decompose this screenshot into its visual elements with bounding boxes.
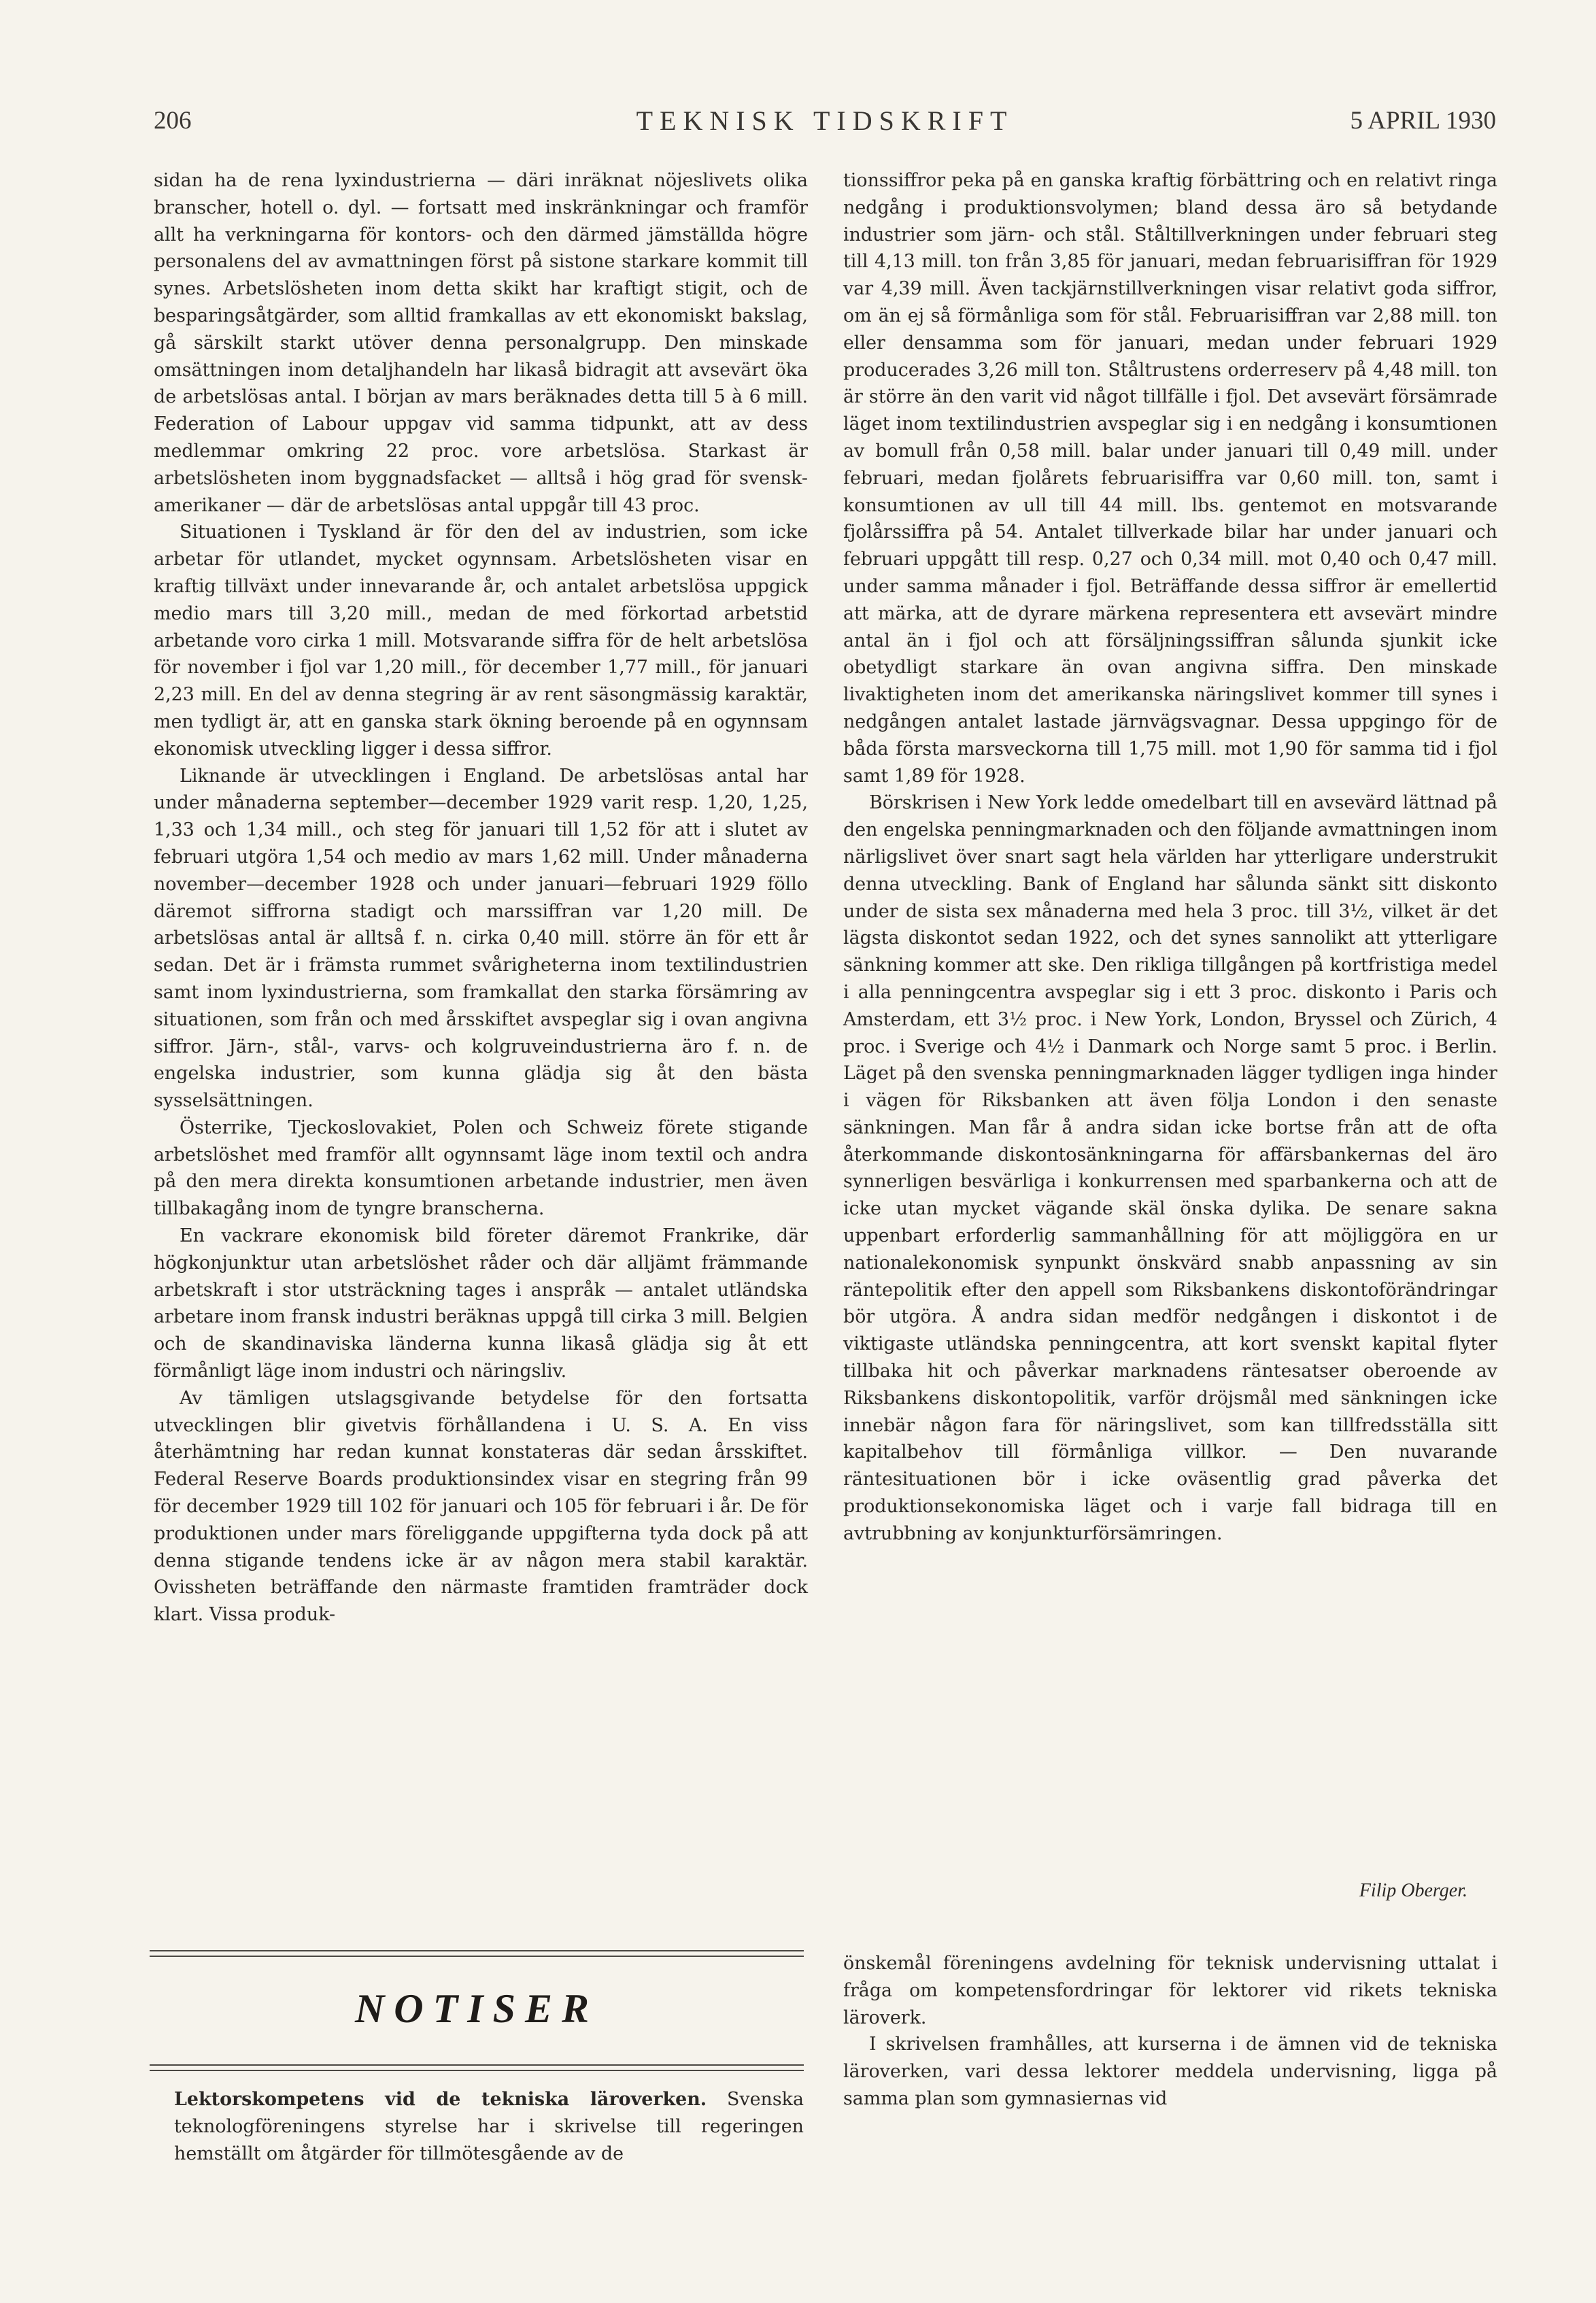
page-number: 206 bbox=[154, 107, 192, 135]
section-title: NOTISER bbox=[354, 1986, 599, 2031]
author-signature: Filip Oberger. bbox=[1359, 1880, 1467, 1901]
divider bbox=[150, 1956, 804, 1957]
article-heading: Lektorskompetens vid de tekniska läroverken. bbox=[174, 2089, 707, 2110]
divider bbox=[150, 2070, 804, 2071]
article-text: Svenska teknologföreningens styrelse har i skrivelse till regeringen hemställt om åtgärder för tillmötesgående av de bbox=[174, 2089, 804, 2164]
right-column bbox=[843, 167, 1497, 1548]
paragraph: önskemål föreningens avdelning för teknisk undervisning uttalat i fråga om kompetensfordringar för lektorer vid rikets tekniska läroverk. bbox=[843, 1953, 1497, 2028]
paragraph: Börskrisen i New York ledde omedelbart till en avsevärd lättnad på den engelska penningmarknaden och den följande avmattningen inom närligslivet över snart sagt hela världen har ytterligare understrukit denna utveckling. Bank of England har sålunda sänkt sitt diskonto under de sista sex månaderna med hela 3 proc. till 3½, vilket är det lägsta diskontot sedan 1922, och det synes sannolikt att ytterligare sänkning kommer att ske. Den rikliga tillgången på kortfristiga medel i alla penningcentra avspeglar sig i ett 3 proc. diskonto i Paris och Amsterdam, ett 3½ proc. i New York, London, Bryssel och Zürich, 4 proc. i Sverige och 4½ i Danmark och Norge samt 5 proc. i Berlin. Läget på den svenska penningmarknaden lägger tydligen inga hinder i vägen för Riksbanken att även följa London i den senaste sänkningen. Man får å andra sidan icke bortse från att de ofta återkommande diskontosänkningarna för affärsbankernas del äro synnerligen besvärliga i konkurrensen med sparbankerna och att de icke utan mycket vägande skäl önska dylika. De senare sakna uppenbart erforderlig sammanhållning för att möjliggöra en ur nationalekonomisk synpunkt önskvärd snabb anpassning av sin räntepolitik efter den appell som Riksbankens diskontoförändringar bör utgöra. Å andra sidan medför nedgången i diskontot i de viktigaste utländska penningcentra, att kort svenskt kapital flyter tillbaka hit och påverkar marknadens räntesatser oberoende av Riksbankens diskontopolitik, varför dröjsmål med sänkningen icke innebär någon fara för näringslivet, som kan tillfredsställa sitt kapitalbehov till förmånliga villkor. — Den nuvarande räntesituationen bör i icke oväsentlig grad påverka det produktionsekonomiska läget och i varje fall bidraga till en avtrubbning av konjunkturförsämringen. bbox=[843, 792, 1497, 1544]
divider bbox=[150, 2064, 804, 2066]
paragraph: En vackrare ekonomisk bild företer däremot Frankrike, där högkonjunktur utan arbetslöshet råder och där alljämt främmande arbetskraft i stor utsträckning tages i anspråk — antalet utländska arbetare inom fransk industri beräknas uppgå till cirka 3 mill. Belgien och de skandinaviska länderna kunna likaså glädja sig åt ett förmånligt läge inom industri och näringsliv. bbox=[154, 1225, 808, 1382]
paragraph: Liknande är utvecklingen i England. De arbetslösas antal har under månaderna september—december 1929 varit resp. 1,20, 1,25, 1,33 och 1,34 mill., och steg för januari till 1,52 för att i slutet av februari utgöra 1,54 och medio av mars 1,62 mill. Under månaderna november—december 1928 och under januari—februari 1929 föllo däremot siffrorna stadigt och marssiffran var 1,20 mill. De arbetslösas antal är alltså f. n. cirka 0,40 mill. större än för ett år sedan. Det är i främsta rummet svårigheterna inom textilindustrien samt inom lyxindustrierna, som framkallat den starka försämring av situationen, som från och med årsskiftet avspeglar sig i ovan angivna siffror. Järn-, stål-, varvs- och kolgruveindustrierna äro f. n. de engelska industrier, som kunna glädja sig åt den bästa sysselsättningen. bbox=[154, 765, 808, 1112]
page-header bbox=[154, 102, 1496, 143]
paragraph: Av tämligen utslagsgivande betydelse för den fortsatta utvecklingen blir givetvis förhållandena i U. S. A. En viss återhämtning har redan kunnat konstateras där sedan årsskiftet. Federal Reserve Boards produktionsindex visar en stegring från 99 för december 1929 till 102 för januari och 105 för februari i år. De för produktionen under mars föreliggande uppgifterna tyda dock på att denna stigande tendens icke är av någon mera stabil karaktär. Ovissheten beträffande den närmaste framtiden framträder dock klart. Vissa produk- bbox=[154, 1387, 808, 1626]
paragraph: sidan ha de rena lyxindustrierna — däri inräknat nöjeslivets olika branscher, hotell o. dyl. — fortsatt med inskränkningar och framför allt ha verkningarna för kontors- och den därmed jämställda högre personalens del av avmattningen först på sistone starkare kommit till synes. Arbetslösheten inom detta skikt har kraftigt stigit, och de besparingsåtgärder, som alltid framkallas av ett ekonomiskt bakslag, gå särskilt starkt utöver denna personalgrupp. Den minskade omsättningen inom detaljhandeln har likaså bidragit att avsevärt öka de arbetslösas antal. I början av mars beräknades detta till 5 à 6 mill. Federation of Labour uppgav vid samma tidpunkt, att av dess medlemmar omkring 22 proc. vore arbetslösa. Starkast är arbetslösheten inom byggnadsfacket — alltså i hög grad för svensk-amerikaner — där de arbetslösas antal uppgår till 43 proc. bbox=[154, 170, 808, 516]
paragraph: tionssiffror peka på en ganska kraftig förbättring och en relativt ringa nedgång i produktionsvolymen; bland dessa äro så betydande industrier som järn- och stål. Ståltillverkningen under februari steg till 4,13 mill. ton från 3,85 för januari, medan februarisiffran för 1929 var 4,39 mill. Även tackjärnstillverkningen visar relativt goda siffror, om än ej så förmånliga som för stål. Februarisiffran var 2,88 mill. ton eller densamma som för januari, medan under februari 1929 producerades 3,26 mill ton. Ståltrustens orderreserv på 4,48 mill. ton är större än den varit vid något tillfälle i fjol. Det avsevärt försämrade läget inom textilindustrien avspeglar sig i en nedgång i konsumtionen av bomull från 0,58 mill. balar under januari till 0,49 mill. under februari, medan fjolårets februarisiffra var 0,60 mill. ton, samt i konsumtionen av ull till 44 mill. lbs. gentemot en motsvarande fjolårssiffra på 54. Antalet tillverkade bilar har under januari och februari uppgått till resp. 0,27 och 0,34 mill. mot 0,40 och 0,47 mill. under samma månader i fjol. Beträffande dessa siffror är emellertid att märka, att de dyrare märkena representera ett avsevärt mindre antal än i fjol och att försäljningssiffran sålunda sjunkit icke obetydligt starkare än ovan angivna siffra. Den minskade livaktigheten inom det amerikanska näringslivet kommer till synes i nedgången antalet lastade järnvägsvagnar. Dessa uppgingo för de båda första marsveckorna till 1,75 mill. mot 1,90 för samma tid i fjol samt 1,89 för 1928. bbox=[843, 170, 1497, 787]
left-column bbox=[154, 167, 808, 1628]
notiser-section-header bbox=[150, 1950, 804, 2079]
notis-article bbox=[174, 2086, 804, 2167]
divider bbox=[150, 1950, 804, 1951]
paragraph: Österrike, Tjeckoslovakiet, Polen och Schweiz förete stigande arbetslöshet med framför allt ogynnsamt läge inom textil och andra på den mera direkta konsumtionen arbetande industrier, men även tillbakagång inom de tyngre branscherna. bbox=[154, 1116, 808, 1220]
notis-article-continued bbox=[843, 1950, 1497, 2113]
journal-title: TEKNISK TIDSKRIFT bbox=[636, 105, 1014, 136]
paragraph: I skrivelsen framhålles, att kurserna i de ämnen vid de tekniska läroverken, vari dessa lektorer meddela undervisning, ligga på samma plan som gymnasiernas vid bbox=[843, 2034, 1497, 2109]
paragraph: Situationen i Tyskland är för den del av industrien, som icke arbetar för utlandet, mycket ogynnsam. Arbetslösheten visar en kraftig tillväxt under innevarande år, och antalet arbetslösa uppgick medio mars till 3,20 mill., medan de med förkortad arbetstid arbetande voro cirka 1 mill. Motsvarande siffra för de helt arbetslösa för november i fjol var 1,20 mill., för december 1,77 mill., för januari 2,23 mill. En del av denna stegring är av rent säsongmässig karaktär, men tydligt är, att en ganska stark ökning beroende på en ogynnsam ekonomisk utveckling ligger i dessa siffror. bbox=[154, 522, 808, 760]
issue-date: 5 APRIL 1930 bbox=[1350, 107, 1496, 135]
